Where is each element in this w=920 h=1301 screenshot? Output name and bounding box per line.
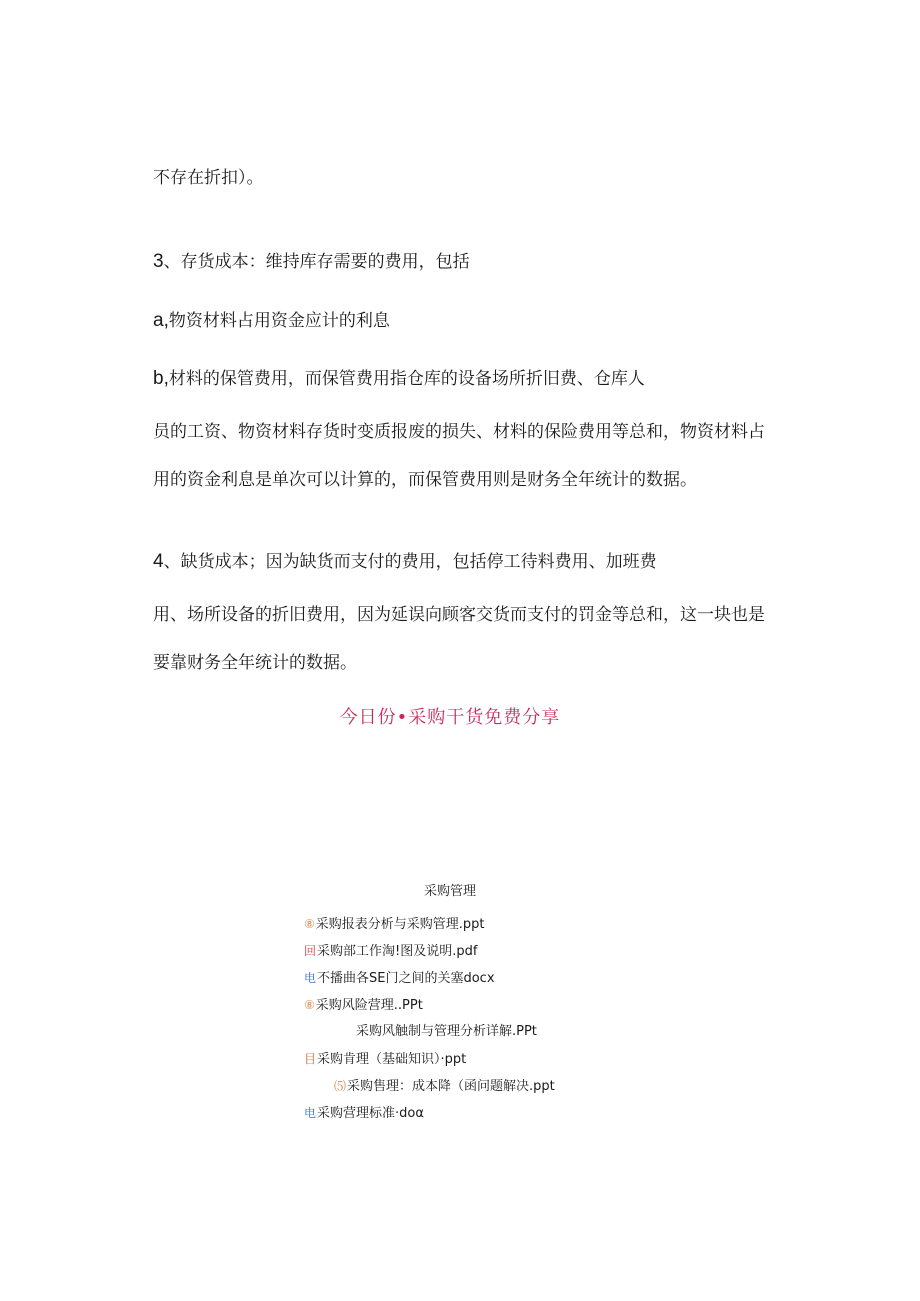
item-3-heading (153, 251, 470, 273)
file-list-title: 采购管理 (423, 884, 476, 899)
file-item[interactable] (356, 1023, 537, 1041)
paragraph-b-line-1: 员的工资、物资材料存货时变质报废的损失、材料的保险费用等总和，物资材料占 (153, 422, 765, 442)
file-name: 采购风险营理..PPt (315, 998, 423, 1013)
file-item[interactable] (304, 915, 485, 934)
file-item[interactable] (304, 969, 495, 988)
file-item[interactable] (304, 996, 423, 1015)
file-name: 不播曲各SE门之间的关塞docx (317, 971, 495, 986)
promo-heading: 今日份•采购干货免费分享 (339, 707, 561, 728)
item-4-heading (153, 551, 657, 573)
item-3-text: 、存货成本：维持库存需要的费用，包括 (163, 252, 470, 272)
sub-item-b-letter: b, (153, 368, 169, 389)
file-name: 采购报表分析与采购管理.ppt (315, 917, 485, 932)
file-item[interactable] (304, 1050, 466, 1069)
pdf-file-icon: 回 (304, 944, 317, 958)
file-name: 采购肯理（基础知识）·ppt (317, 1052, 467, 1067)
file-name: 采购风触制与管理分析详解.PPt (356, 1024, 537, 1039)
paragraph-4-line-1: 用、场所设备的折旧费用，因为延误向顾客交货而支付的罚金等总和，这一块也是 (153, 605, 765, 625)
text-line-continuation: 不存在折扣）。 (153, 168, 264, 188)
file-name: 采购售理：成本降（函问题解决.ppt (347, 1079, 555, 1094)
sub-item-a-letter: a, (153, 310, 169, 331)
paragraph-4-line-2: 要靠财务全年统计的数据。 (153, 653, 357, 673)
ppt-file-icon: ⑸ (334, 1079, 347, 1093)
item-3-number: 3 (153, 251, 164, 272)
sub-item-b-text: 材料的保管费用，而保管费用指仓库的设备场所折旧费、仓库人 (168, 369, 645, 389)
sub-item-a (153, 310, 390, 332)
sub-item-a-text: 物资材料占用资金应计的利息 (168, 311, 390, 331)
ppt-file-icon: 目 (304, 1052, 317, 1066)
file-name: 采购部工作淘!图及说明.pdf (317, 944, 478, 959)
item-4-number: 4 (153, 551, 164, 572)
item-4-text: 、缺货成本；因为缺货而支付的费用，包括停工待料费用、加班费 (163, 552, 657, 572)
ppt-file-icon: ⑧ (304, 998, 315, 1012)
file-item[interactable] (304, 1104, 424, 1123)
file-item[interactable] (304, 942, 477, 961)
paragraph-b-line-2: 用的资金利息是单次可以计算的，而保管费用则是财务全年统计的数据。 (153, 470, 697, 490)
doc-file-icon: 电 (304, 1106, 317, 1120)
doc-file-icon: 电 (304, 971, 317, 985)
sub-item-b (153, 368, 645, 390)
file-item[interactable] (334, 1077, 555, 1096)
file-name: 采购营理标准·doα (317, 1106, 424, 1121)
ppt-file-icon: ⑧ (304, 917, 315, 931)
